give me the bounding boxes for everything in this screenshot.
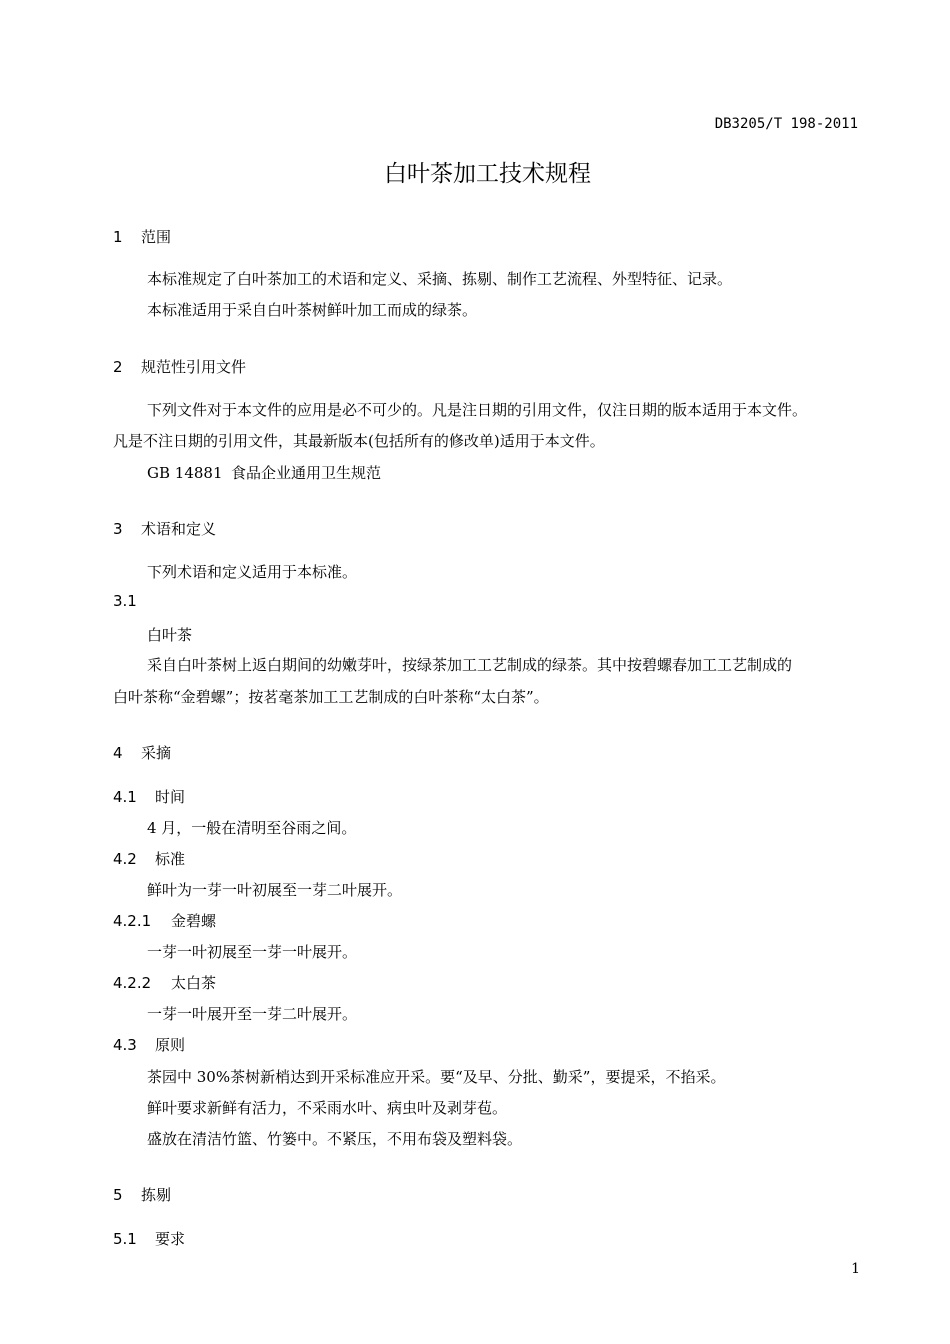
paragraph: 鲜叶为一芽一叶初展至一芽二叶展开。: [147, 881, 403, 899]
subsection-heading-principle: [113, 1034, 185, 1055]
paragraph: 下列术语和定义适用于本标准。: [147, 563, 358, 581]
paragraph: 凡是不注日期的引用文件，其最新版本(包括所有的修改单)适用于本文件。: [113, 432, 605, 450]
section-heading-scope: [113, 226, 171, 247]
subsection-heading-time: [113, 786, 185, 807]
document-code: DB3205/T 198-2011: [714, 116, 858, 132]
paragraph: 鲜叶要求新鲜有活力，不采雨水叶、病虫叶及剥芽苞。: [147, 1099, 508, 1117]
section-title: 规范性引用文件: [141, 358, 247, 376]
page-number: 1: [851, 1261, 860, 1277]
section-title: 拣剔: [141, 1186, 172, 1204]
subsection-number: 4.2.2: [113, 974, 152, 992]
subsection-title: 要求: [155, 1230, 186, 1248]
paragraph: 下列文件对于本文件的应用是必不可少的。凡是注日期的引用文件，仅注日期的版本适用于本文件。: [147, 401, 808, 419]
reference-item: [147, 462, 381, 483]
paragraph: 本标准规定了白叶茶加工的术语和定义、采摘、拣剔、制作工艺流程、外型特征、记录。: [147, 270, 733, 288]
section-heading-terms: [113, 518, 216, 539]
section-title: 范围: [141, 228, 172, 246]
section-number: 2: [113, 358, 123, 376]
section-number: 5: [113, 1186, 123, 1204]
section-title: 术语和定义: [141, 520, 217, 538]
subsection-title: 金碧螺: [171, 912, 217, 930]
subsection-heading-standard: [113, 848, 185, 869]
subsection-heading-requirements: [113, 1228, 185, 1249]
subsection-title: 时间: [155, 788, 186, 806]
term-number: 3.1: [113, 592, 137, 610]
reference-title: 食品企业通用卫生规范: [231, 464, 382, 482]
term-definition: 白叶茶称“金碧螺”；按茗毫茶加工工艺制成的白叶茶称“太白茶”。: [113, 688, 549, 706]
paragraph: 本标准适用于采自白叶茶树鲜叶加工而成的绿茶。: [147, 301, 478, 319]
subsection-title: 标准: [155, 850, 186, 868]
subsection-heading-taibaicha: [113, 972, 216, 993]
subsection-number: 4.2: [113, 850, 137, 868]
paragraph: 一芽一叶初展至一芽一叶展开。: [147, 943, 358, 961]
section-number: 4: [113, 744, 123, 762]
subsection-number: 4.1: [113, 788, 137, 806]
section-heading-picking: [113, 742, 171, 763]
paragraph: 盛放在清洁竹篮、竹篓中。不紧压，不用布袋及塑料袋。: [147, 1130, 523, 1148]
subsection-heading-jinbiluo: [113, 910, 216, 931]
section-heading-sorting: [113, 1184, 171, 1205]
section-title: 采摘: [141, 744, 172, 762]
paragraph: 一芽一叶展开至一芽二叶展开。: [147, 1005, 358, 1023]
subsection-title: 原则: [155, 1036, 186, 1054]
subsection-number: 4.3: [113, 1036, 137, 1054]
section-number: 3: [113, 520, 123, 538]
subsection-title: 太白茶: [171, 974, 217, 992]
section-heading-normative-references: [113, 356, 246, 377]
term-name: 白叶茶: [147, 626, 193, 644]
term-definition: 采自白叶茶树上返白期间的幼嫩芽叶，按绿茶加工工艺制成的绿茶。其中按碧螺春加工工艺制成的: [147, 656, 793, 674]
reference-code: GB 14881: [147, 464, 223, 482]
paragraph: 4 月，一般在清明至谷雨之间。: [147, 819, 357, 837]
subsection-number: 5.1: [113, 1230, 137, 1248]
section-number: 1: [113, 228, 123, 246]
subsection-number: 4.2.1: [113, 912, 152, 930]
document-title: 白叶茶加工技术规程: [384, 161, 591, 187]
paragraph: 茶园中 30%茶树新梢达到开采标准应开采。要“及早、分批、勤采”，要提采，不掐采。: [147, 1068, 726, 1086]
